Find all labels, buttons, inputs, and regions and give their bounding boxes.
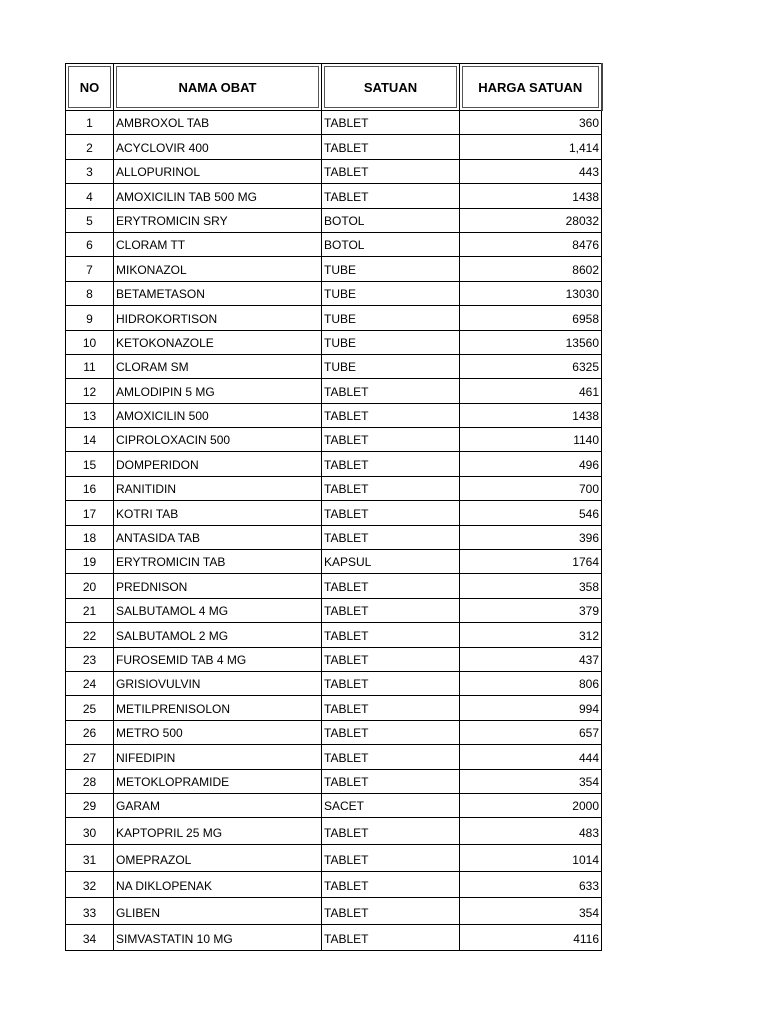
cell-no: 9 bbox=[66, 306, 114, 330]
cell-unit: SACET bbox=[322, 793, 460, 817]
table-row bbox=[66, 476, 602, 500]
cell-drug-name: AMOXICILIN 500 bbox=[114, 403, 322, 427]
cell-no: 15 bbox=[66, 452, 114, 476]
cell-drug-name: AMBROXOL TAB bbox=[114, 111, 322, 135]
cell-no: 32 bbox=[66, 871, 114, 898]
cell-no: 31 bbox=[66, 844, 114, 871]
table-row bbox=[66, 818, 602, 845]
header-unit: SATUAN bbox=[322, 64, 460, 111]
cell-no: 22 bbox=[66, 623, 114, 647]
cell-no: 7 bbox=[66, 257, 114, 281]
cell-unit: TABLET bbox=[322, 598, 460, 622]
cell-unit: TABLET bbox=[322, 769, 460, 793]
cell-unit-price: 379 bbox=[460, 598, 602, 622]
cell-drug-name: SIMVASTATIN 10 MG bbox=[114, 924, 322, 951]
cell-no: 3 bbox=[66, 159, 114, 183]
cell-drug-name: KETOKONAZOLE bbox=[114, 330, 322, 354]
table-row bbox=[66, 135, 602, 159]
cell-drug-name: KOTRI TAB bbox=[114, 501, 322, 525]
cell-drug-name: GARAM bbox=[114, 793, 322, 817]
table-row bbox=[66, 623, 602, 647]
cell-unit: TABLET bbox=[322, 898, 460, 925]
cell-unit-price: 806 bbox=[460, 671, 602, 695]
cell-no: 29 bbox=[66, 793, 114, 817]
cell-unit: TUBE bbox=[322, 306, 460, 330]
table-row bbox=[66, 745, 602, 769]
cell-unit: TABLET bbox=[322, 525, 460, 549]
cell-drug-name: BETAMETASON bbox=[114, 281, 322, 305]
cell-no: 13 bbox=[66, 403, 114, 427]
header-row bbox=[66, 64, 602, 111]
header-no: NO bbox=[66, 64, 114, 111]
table-row bbox=[66, 598, 602, 622]
cell-unit-price: 994 bbox=[460, 696, 602, 720]
cell-no: 18 bbox=[66, 525, 114, 549]
cell-drug-name: FUROSEMID TAB 4 MG bbox=[114, 647, 322, 671]
cell-drug-name: PREDNISON bbox=[114, 574, 322, 598]
cell-drug-name: HIDROKORTISON bbox=[114, 306, 322, 330]
cell-no: 5 bbox=[66, 208, 114, 232]
cell-unit: TABLET bbox=[322, 745, 460, 769]
cell-no: 10 bbox=[66, 330, 114, 354]
cell-unit: TABLET bbox=[322, 428, 460, 452]
cell-unit-price: 546 bbox=[460, 501, 602, 525]
table-body bbox=[66, 111, 602, 951]
cell-unit: TABLET bbox=[322, 720, 460, 744]
cell-no: 1 bbox=[66, 111, 114, 135]
cell-no: 16 bbox=[66, 476, 114, 500]
cell-no: 17 bbox=[66, 501, 114, 525]
table-row bbox=[66, 525, 602, 549]
table-row bbox=[66, 671, 602, 695]
cell-unit: TUBE bbox=[322, 330, 460, 354]
cell-no: 12 bbox=[66, 379, 114, 403]
cell-drug-name: GRISIOVULVIN bbox=[114, 671, 322, 695]
cell-drug-name: SALBUTAMOL 4 MG bbox=[114, 598, 322, 622]
table-row bbox=[66, 281, 602, 305]
cell-unit: TABLET bbox=[322, 871, 460, 898]
cell-no: 14 bbox=[66, 428, 114, 452]
cell-unit-price: 13560 bbox=[460, 330, 602, 354]
cell-no: 8 bbox=[66, 281, 114, 305]
cell-no: 33 bbox=[66, 898, 114, 925]
cell-drug-name: METILPRENISOLON bbox=[114, 696, 322, 720]
cell-unit: TUBE bbox=[322, 281, 460, 305]
cell-unit: TABLET bbox=[322, 818, 460, 845]
cell-no: 27 bbox=[66, 745, 114, 769]
cell-drug-name: KAPTOPRIL 25 MG bbox=[114, 818, 322, 845]
cell-no: 26 bbox=[66, 720, 114, 744]
table-row bbox=[66, 696, 602, 720]
drug-price-table bbox=[65, 63, 603, 951]
cell-unit-price: 633 bbox=[460, 871, 602, 898]
cell-unit-price: 6325 bbox=[460, 354, 602, 378]
cell-unit-price: 496 bbox=[460, 452, 602, 476]
table-row bbox=[66, 354, 602, 378]
cell-unit-price: 358 bbox=[460, 574, 602, 598]
cell-unit-price: 2000 bbox=[460, 793, 602, 817]
cell-no: 11 bbox=[66, 354, 114, 378]
table-row bbox=[66, 720, 602, 744]
table-header bbox=[66, 64, 602, 111]
cell-drug-name: METOKLOPRAMIDE bbox=[114, 769, 322, 793]
cell-unit: TUBE bbox=[322, 354, 460, 378]
cell-drug-name: CIPROLOXACIN 500 bbox=[114, 428, 322, 452]
cell-no: 24 bbox=[66, 671, 114, 695]
cell-no: 20 bbox=[66, 574, 114, 598]
cell-drug-name: NIFEDIPIN bbox=[114, 745, 322, 769]
cell-unit: TABLET bbox=[322, 647, 460, 671]
cell-unit-price: 443 bbox=[460, 159, 602, 183]
cell-drug-name: ERYTROMICIN SRY bbox=[114, 208, 322, 232]
cell-no: 28 bbox=[66, 769, 114, 793]
table-row bbox=[66, 208, 602, 232]
cell-no: 2 bbox=[66, 135, 114, 159]
cell-drug-name: DOMPERIDON bbox=[114, 452, 322, 476]
cell-unit-price: 28032 bbox=[460, 208, 602, 232]
cell-unit-price: 354 bbox=[460, 898, 602, 925]
table-row bbox=[66, 452, 602, 476]
cell-no: 34 bbox=[66, 924, 114, 951]
cell-drug-name: NA DIKLOPENAK bbox=[114, 871, 322, 898]
header-name: NAMA OBAT bbox=[114, 64, 322, 111]
cell-drug-name: RANITIDIN bbox=[114, 476, 322, 500]
cell-unit-price: 1140 bbox=[460, 428, 602, 452]
cell-unit: KAPSUL bbox=[322, 550, 460, 574]
cell-unit-price: 1,414 bbox=[460, 135, 602, 159]
cell-unit: TABLET bbox=[322, 135, 460, 159]
cell-unit-price: 483 bbox=[460, 818, 602, 845]
cell-unit: TABLET bbox=[322, 452, 460, 476]
cell-drug-name: CLORAM SM bbox=[114, 354, 322, 378]
table-row bbox=[66, 793, 602, 817]
table-row bbox=[66, 111, 602, 135]
cell-unit: TABLET bbox=[322, 476, 460, 500]
cell-unit-price: 8602 bbox=[460, 257, 602, 281]
cell-no: 25 bbox=[66, 696, 114, 720]
table-row bbox=[66, 184, 602, 208]
table-row bbox=[66, 550, 602, 574]
cell-drug-name: SALBUTAMOL 2 MG bbox=[114, 623, 322, 647]
cell-drug-name: ACYCLOVIR 400 bbox=[114, 135, 322, 159]
cell-drug-name: GLIBEN bbox=[114, 898, 322, 925]
cell-unit: TABLET bbox=[322, 184, 460, 208]
table-row bbox=[66, 403, 602, 427]
cell-drug-name: OMEPRAZOL bbox=[114, 844, 322, 871]
cell-unit: BOTOL bbox=[322, 208, 460, 232]
table-row bbox=[66, 647, 602, 671]
cell-unit-price: 6958 bbox=[460, 306, 602, 330]
cell-unit-price: 8476 bbox=[460, 232, 602, 256]
cell-unit-price: 700 bbox=[460, 476, 602, 500]
cell-unit: TABLET bbox=[322, 159, 460, 183]
table-row bbox=[66, 379, 602, 403]
table-row bbox=[66, 428, 602, 452]
cell-unit-price: 1764 bbox=[460, 550, 602, 574]
cell-drug-name: ANTASIDA TAB bbox=[114, 525, 322, 549]
table-row bbox=[66, 574, 602, 598]
table-row bbox=[66, 330, 602, 354]
cell-unit-price: 444 bbox=[460, 745, 602, 769]
cell-unit-price: 4116 bbox=[460, 924, 602, 951]
cell-unit: TABLET bbox=[322, 844, 460, 871]
cell-unit: TABLET bbox=[322, 671, 460, 695]
cell-unit-price: 1438 bbox=[460, 184, 602, 208]
cell-no: 4 bbox=[66, 184, 114, 208]
cell-unit: TABLET bbox=[322, 574, 460, 598]
cell-drug-name: ERYTROMICIN TAB bbox=[114, 550, 322, 574]
cell-no: 21 bbox=[66, 598, 114, 622]
cell-unit: TABLET bbox=[322, 379, 460, 403]
header-price: HARGA SATUAN bbox=[460, 64, 602, 111]
table-row bbox=[66, 769, 602, 793]
cell-no: 6 bbox=[66, 232, 114, 256]
cell-unit-price: 13030 bbox=[460, 281, 602, 305]
cell-unit: BOTOL bbox=[322, 232, 460, 256]
cell-drug-name: AMOXICILIN TAB 500 MG bbox=[114, 184, 322, 208]
cell-unit: TABLET bbox=[322, 111, 460, 135]
table-row bbox=[66, 159, 602, 183]
table-row bbox=[66, 871, 602, 898]
cell-unit-price: 1438 bbox=[460, 403, 602, 427]
cell-drug-name: AMLODIPIN 5 MG bbox=[114, 379, 322, 403]
cell-unit-price: 461 bbox=[460, 379, 602, 403]
table-row bbox=[66, 898, 602, 925]
cell-unit: TABLET bbox=[322, 501, 460, 525]
cell-drug-name: ALLOPURINOL bbox=[114, 159, 322, 183]
cell-unit-price: 396 bbox=[460, 525, 602, 549]
cell-unit: TABLET bbox=[322, 924, 460, 951]
spreadsheet-sheet bbox=[65, 63, 601, 951]
cell-unit: TABLET bbox=[322, 403, 460, 427]
cell-no: 23 bbox=[66, 647, 114, 671]
cell-drug-name: METRO 500 bbox=[114, 720, 322, 744]
cell-drug-name: MIKONAZOL bbox=[114, 257, 322, 281]
table-row bbox=[66, 257, 602, 281]
cell-unit-price: 437 bbox=[460, 647, 602, 671]
cell-unit: TUBE bbox=[322, 257, 460, 281]
table-row bbox=[66, 306, 602, 330]
table-row bbox=[66, 844, 602, 871]
cell-unit-price: 657 bbox=[460, 720, 602, 744]
table-row bbox=[66, 924, 602, 951]
cell-drug-name: CLORAM TT bbox=[114, 232, 322, 256]
cell-unit: TABLET bbox=[322, 623, 460, 647]
cell-unit-price: 1014 bbox=[460, 844, 602, 871]
cell-unit-price: 312 bbox=[460, 623, 602, 647]
table-row bbox=[66, 232, 602, 256]
table-row bbox=[66, 501, 602, 525]
cell-unit: TABLET bbox=[322, 696, 460, 720]
cell-unit-price: 354 bbox=[460, 769, 602, 793]
cell-no: 19 bbox=[66, 550, 114, 574]
cell-no: 30 bbox=[66, 818, 114, 845]
cell-unit-price: 360 bbox=[460, 111, 602, 135]
